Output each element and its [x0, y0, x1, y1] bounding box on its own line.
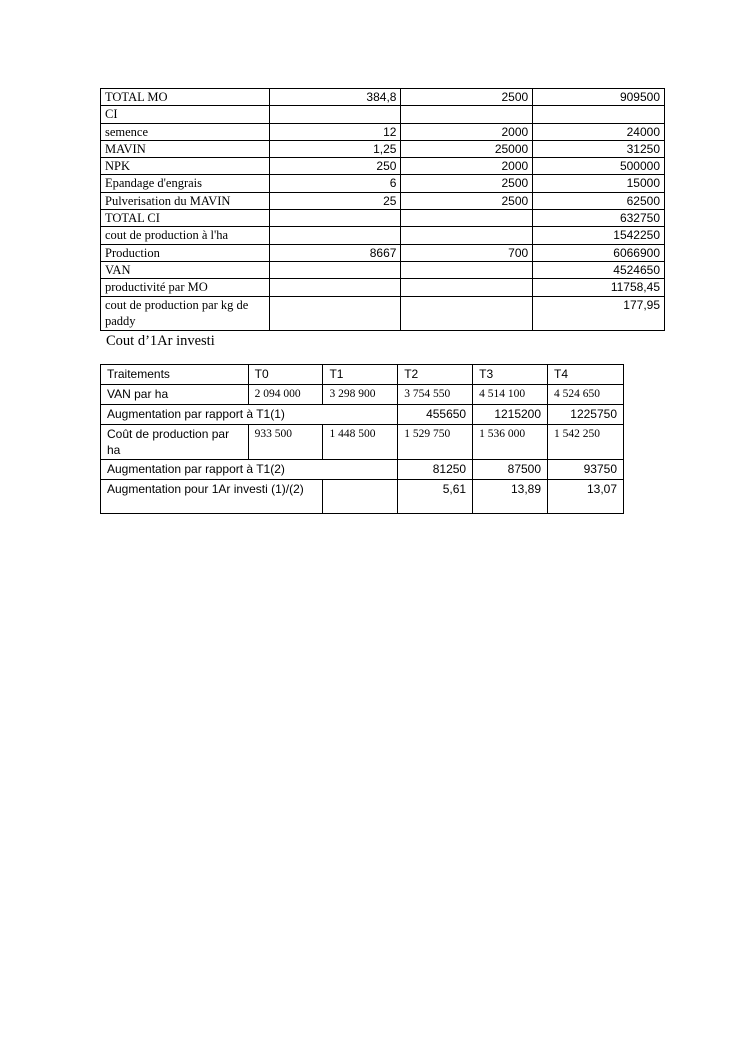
cell: 2500 — [401, 89, 533, 106]
cell: 6 — [269, 175, 401, 192]
table-row — [101, 123, 665, 140]
cell: 8667 — [269, 244, 401, 261]
cell: 632750 — [533, 210, 665, 227]
table-row — [101, 296, 665, 330]
header-cell: T2 — [398, 365, 473, 385]
table-row — [101, 480, 624, 514]
header-cell: T4 — [548, 365, 624, 385]
cell: 25000 — [401, 140, 533, 157]
cell: 1,25 — [269, 140, 401, 157]
section-title: Cout d’1Ar investi — [106, 333, 215, 349]
cell: 4 514 100 — [473, 385, 548, 405]
cell — [401, 210, 533, 227]
row-label: VAN — [101, 261, 270, 278]
row-label: Augmentation pour 1Ar investi (1)/(2) — [101, 480, 323, 514]
table-row — [101, 106, 665, 123]
row-label: Augmentation par rapport à T1(1) — [101, 405, 398, 425]
cell: 933 500 — [248, 425, 323, 460]
cell: 87500 — [473, 460, 548, 480]
cell: 1225750 — [548, 405, 624, 425]
cell: 1 542 250 — [548, 425, 624, 460]
row-label: Augmentation par rapport à T1(2) — [101, 460, 398, 480]
cell: 24000 — [533, 123, 665, 140]
header-cell: T0 — [248, 365, 323, 385]
header-cell: Traitements — [101, 365, 249, 385]
table-row — [101, 385, 624, 405]
row-label: TOTAL MO — [101, 89, 270, 106]
header-row — [101, 365, 624, 385]
table-row — [101, 140, 665, 157]
table-row — [101, 158, 665, 175]
cell: 12 — [269, 123, 401, 140]
row-label: Coût de production par ha — [101, 425, 249, 460]
cell: 13,07 — [548, 480, 624, 514]
cell: 2 094 000 — [248, 385, 323, 405]
table-row — [101, 425, 624, 460]
cell: 6066900 — [533, 244, 665, 261]
row-label: cout de production à l'ha — [101, 227, 270, 244]
cell: 4524650 — [533, 261, 665, 278]
cell: 4 524 650 — [548, 385, 624, 405]
cell — [401, 261, 533, 278]
row-label: Epandage d'engrais — [101, 175, 270, 192]
table-row — [101, 227, 665, 244]
cell — [269, 296, 401, 330]
cell: 909500 — [533, 89, 665, 106]
cell: 93750 — [548, 460, 624, 480]
cell: 1542250 — [533, 227, 665, 244]
table-row — [101, 192, 665, 209]
header-cell: T1 — [323, 365, 398, 385]
cell: 500000 — [533, 158, 665, 175]
cell: 15000 — [533, 175, 665, 192]
row-label: VAN par ha — [101, 385, 249, 405]
cell: 700 — [401, 244, 533, 261]
row-label: Production — [101, 244, 270, 261]
cell — [401, 227, 533, 244]
row-label: NPK — [101, 158, 270, 175]
cell — [269, 106, 401, 123]
cell: 3 298 900 — [323, 385, 398, 405]
cell: 25 — [269, 192, 401, 209]
cell: 1 529 750 — [398, 425, 473, 460]
table-row — [101, 261, 665, 278]
cell: 62500 — [533, 192, 665, 209]
cell — [401, 106, 533, 123]
cell: 384,8 — [269, 89, 401, 106]
investment-table — [100, 364, 624, 514]
cell: 177,95 — [533, 296, 665, 330]
cell: 3 754 550 — [398, 385, 473, 405]
cell: 31250 — [533, 140, 665, 157]
cell — [533, 106, 665, 123]
cell: 1 536 000 — [473, 425, 548, 460]
cell: 5,61 — [398, 480, 473, 514]
table-row — [101, 244, 665, 261]
cell: 250 — [269, 158, 401, 175]
cell: 11758,45 — [533, 279, 665, 296]
cell: 1 448 500 — [323, 425, 398, 460]
cell — [401, 296, 533, 330]
row-label: productivité par MO — [101, 279, 270, 296]
table-row — [101, 89, 665, 106]
table-row — [101, 405, 624, 425]
table-row — [101, 210, 665, 227]
cell — [401, 279, 533, 296]
row-label: MAVIN — [101, 140, 270, 157]
cost-breakdown-table — [100, 88, 665, 331]
row-label: TOTAL CI — [101, 210, 270, 227]
cell — [323, 480, 398, 514]
cell: 2000 — [401, 158, 533, 175]
cell: 2000 — [401, 123, 533, 140]
cell: 455650 — [398, 405, 473, 425]
row-label: CI — [101, 106, 270, 123]
table-row — [101, 460, 624, 480]
cell — [269, 279, 401, 296]
table-row — [101, 279, 665, 296]
header-cell: T3 — [473, 365, 548, 385]
cell: 13,89 — [473, 480, 548, 514]
cell — [269, 227, 401, 244]
table-row — [101, 175, 665, 192]
row-label: cout de production par kg de paddy — [101, 296, 270, 330]
cell: 2500 — [401, 192, 533, 209]
cell — [269, 210, 401, 227]
row-label: semence — [101, 123, 270, 140]
cell: 2500 — [401, 175, 533, 192]
row-label: Pulverisation du MAVIN — [101, 192, 270, 209]
cell: 1215200 — [473, 405, 548, 425]
cell: 81250 — [398, 460, 473, 480]
cell — [269, 261, 401, 278]
